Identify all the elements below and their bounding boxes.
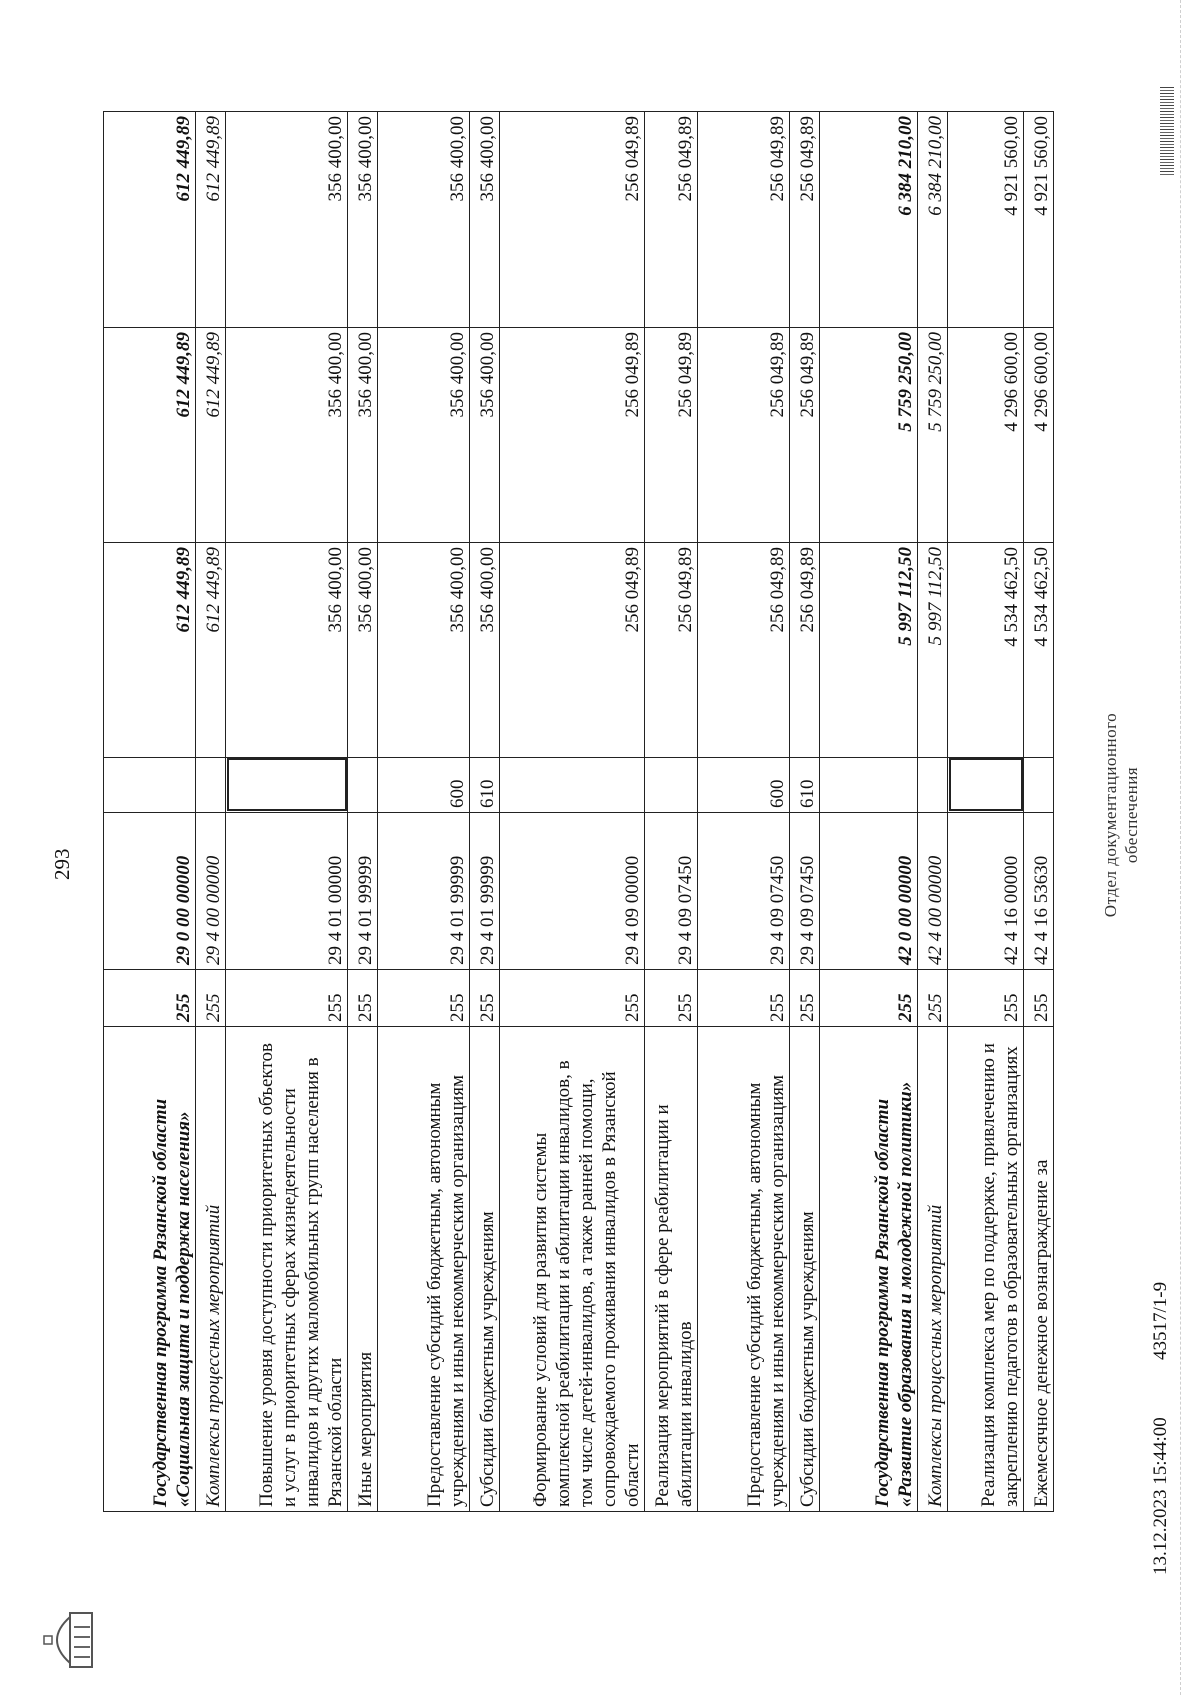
row-name: Иные мероприятия (348, 1027, 378, 1512)
row-value-3: 6 384 210,00 (820, 112, 918, 328)
row-value-2: 256 049,89 (645, 328, 698, 543)
emblem-icon (30, 1605, 100, 1675)
row-code: 255 (470, 970, 500, 1027)
table-row (104, 112, 196, 1512)
row-value-2: 356 400,00 (348, 328, 378, 543)
row-csr: 42 4 16 00000 (948, 813, 1024, 970)
row-code: 255 (918, 970, 948, 1027)
table-row (470, 112, 500, 1512)
footer-doc-id: 43517/1-9 (1150, 1281, 1171, 1360)
footer-department (1100, 675, 1142, 955)
row-vr: 600 (378, 758, 470, 813)
table-row (918, 112, 948, 1512)
row-value-3: 356 400,00 (378, 112, 470, 328)
row-vr (948, 758, 1024, 813)
budget-table (103, 111, 1054, 1512)
row-value-1: 256 049,89 (790, 543, 820, 758)
row-value-3: 256 049,89 (500, 112, 645, 328)
footer-dept-line2: обеспечения (1122, 766, 1141, 864)
row-csr: 29 4 09 07450 (790, 813, 820, 970)
row-vr (348, 758, 378, 813)
row-code: 255 (698, 970, 790, 1027)
row-vr: 610 (790, 758, 820, 813)
row-value-3: 256 049,89 (698, 112, 790, 328)
row-vr (500, 758, 645, 813)
row-name: Комплексы процессных мероприятий (918, 1027, 948, 1512)
row-value-2: 256 049,89 (698, 328, 790, 543)
scan-edge (1180, 0, 1182, 1695)
row-code: 255 (820, 970, 918, 1027)
row-value-1: 356 400,00 (378, 543, 470, 758)
row-value-1: 256 049,89 (500, 543, 645, 758)
row-vr (196, 758, 226, 813)
row-csr: 42 0 00 00000 (820, 813, 918, 970)
row-value-2: 5 759 250,00 (918, 328, 948, 543)
row-code: 255 (500, 970, 645, 1027)
table-row (698, 112, 790, 1512)
row-name: Субсидии бюджетным учреждениям (790, 1027, 820, 1512)
row-value-1: 5 997 112,50 (918, 543, 948, 758)
row-csr: 29 4 01 99999 (470, 813, 500, 970)
table-row (226, 112, 348, 1512)
row-vr (918, 758, 948, 813)
barcode-mark (1160, 85, 1174, 175)
row-value-1: 612 449,89 (196, 543, 226, 758)
row-value-3: 256 049,89 (645, 112, 698, 328)
row-name: Повышение уровня доступности приоритетных объектов и услуг в приоритетных сферах жизнедеятельности инвалидов и других маломобильных групп населения в Рязанской области (226, 1027, 348, 1512)
row-vr: 600 (698, 758, 790, 813)
row-code: 255 (348, 970, 378, 1027)
row-value-3: 356 400,00 (348, 112, 378, 328)
row-value-2: 4 296 600,00 (1024, 328, 1054, 543)
row-value-1: 356 400,00 (470, 543, 500, 758)
row-name: Государственная программа Рязанской области «Развитие образования и молодежной политики» (820, 1027, 918, 1512)
row-value-2: 4 296 600,00 (948, 328, 1024, 543)
footer-dept-line1: Отдел документационного (1101, 712, 1120, 918)
row-value-3: 612 449,89 (104, 112, 196, 328)
table-row (948, 112, 1024, 1512)
row-value-3: 612 449,89 (196, 112, 226, 328)
row-value-3: 356 400,00 (226, 112, 348, 328)
row-code: 255 (226, 970, 348, 1027)
page-number: 293 (50, 848, 74, 880)
table-row (790, 112, 820, 1512)
row-code: 255 (378, 970, 470, 1027)
row-value-2: 612 449,89 (196, 328, 226, 543)
row-name: Государственная программа Рязанской области «Социальная защита и поддержка населения» (104, 1027, 196, 1512)
row-vr (1024, 758, 1054, 813)
row-csr: 42 4 00 00000 (918, 813, 948, 970)
row-value-1: 256 049,89 (645, 543, 698, 758)
row-value-2: 256 049,89 (500, 328, 645, 543)
row-code: 255 (104, 970, 196, 1027)
footer-date: 13.12.2023 15:44:00 (1150, 1417, 1171, 1575)
row-value-3: 356 400,00 (470, 112, 500, 328)
row-csr: 29 4 01 99999 (378, 813, 470, 970)
row-code: 255 (645, 970, 698, 1027)
table-row (500, 112, 645, 1512)
row-vr (645, 758, 698, 813)
row-value-3: 6 384 210,00 (918, 112, 948, 328)
table-row (378, 112, 470, 1512)
row-code: 255 (948, 970, 1024, 1027)
row-vr: 610 (470, 758, 500, 813)
row-name: Комплексы процессных мероприятий (196, 1027, 226, 1512)
row-name: Реализация комплекса мер по поддержке, привлечению и закреплению педагогов в образовательных организациях (948, 1027, 1024, 1512)
row-value-1: 4 534 462,50 (1024, 543, 1054, 758)
row-code: 255 (196, 970, 226, 1027)
row-name: Реализация мероприятий в сфере реабилитации и абилитации инвалидов (645, 1027, 698, 1512)
row-value-2: 356 400,00 (378, 328, 470, 543)
table-row (196, 112, 226, 1512)
row-vr (820, 758, 918, 813)
row-csr: 29 4 01 00000 (226, 813, 348, 970)
table-row (1024, 112, 1054, 1512)
row-value-2: 356 400,00 (470, 328, 500, 543)
row-csr: 42 4 16 53630 (1024, 813, 1054, 970)
row-code: 255 (790, 970, 820, 1027)
row-value-1: 4 534 462,50 (948, 543, 1024, 758)
row-value-2: 356 400,00 (226, 328, 348, 543)
row-name: Предоставление субсидий бюджетным, автономным учреждениям и иным некоммерческим организациям (698, 1027, 790, 1512)
row-value-1: 356 400,00 (348, 543, 378, 758)
row-csr: 29 4 01 99999 (348, 813, 378, 970)
table-row (820, 112, 918, 1512)
row-value-3: 256 049,89 (790, 112, 820, 328)
row-value-3: 4 921 560,00 (948, 112, 1024, 328)
table-row (645, 112, 698, 1512)
row-value-2: 5 759 250,00 (820, 328, 918, 543)
row-name: Ежемесячное денежное вознаграждение за (1024, 1027, 1054, 1512)
table-row (348, 112, 378, 1512)
row-value-1: 356 400,00 (226, 543, 348, 758)
row-csr: 29 4 09 07450 (645, 813, 698, 970)
row-csr: 29 4 00 00000 (196, 813, 226, 970)
row-csr: 29 0 00 00000 (104, 813, 196, 970)
row-name: Субсидии бюджетным учреждениям (470, 1027, 500, 1512)
row-value-2: 256 049,89 (790, 328, 820, 543)
row-name: Формирование условий для развития системы комплексной реабилитации и абилитации инвалидов, в том числе детей-инвалидов, а также ранней помощи, сопровождаемого проживания инвалидов в Рязанской области (500, 1027, 645, 1512)
row-name: Предоставление субсидий бюджетным, автономным учреждениям и иным некоммерческим организациям (378, 1027, 470, 1512)
row-value-1: 256 049,89 (698, 543, 790, 758)
row-vr (104, 758, 196, 813)
row-value-1: 5 997 112,50 (820, 543, 918, 758)
row-value-1: 612 449,89 (104, 543, 196, 758)
row-csr: 29 4 09 00000 (500, 813, 645, 970)
row-vr (226, 758, 348, 813)
row-value-3: 4 921 560,00 (1024, 112, 1054, 328)
row-csr: 29 4 09 07450 (698, 813, 790, 970)
row-value-2: 612 449,89 (104, 328, 196, 543)
row-code: 255 (1024, 970, 1054, 1027)
